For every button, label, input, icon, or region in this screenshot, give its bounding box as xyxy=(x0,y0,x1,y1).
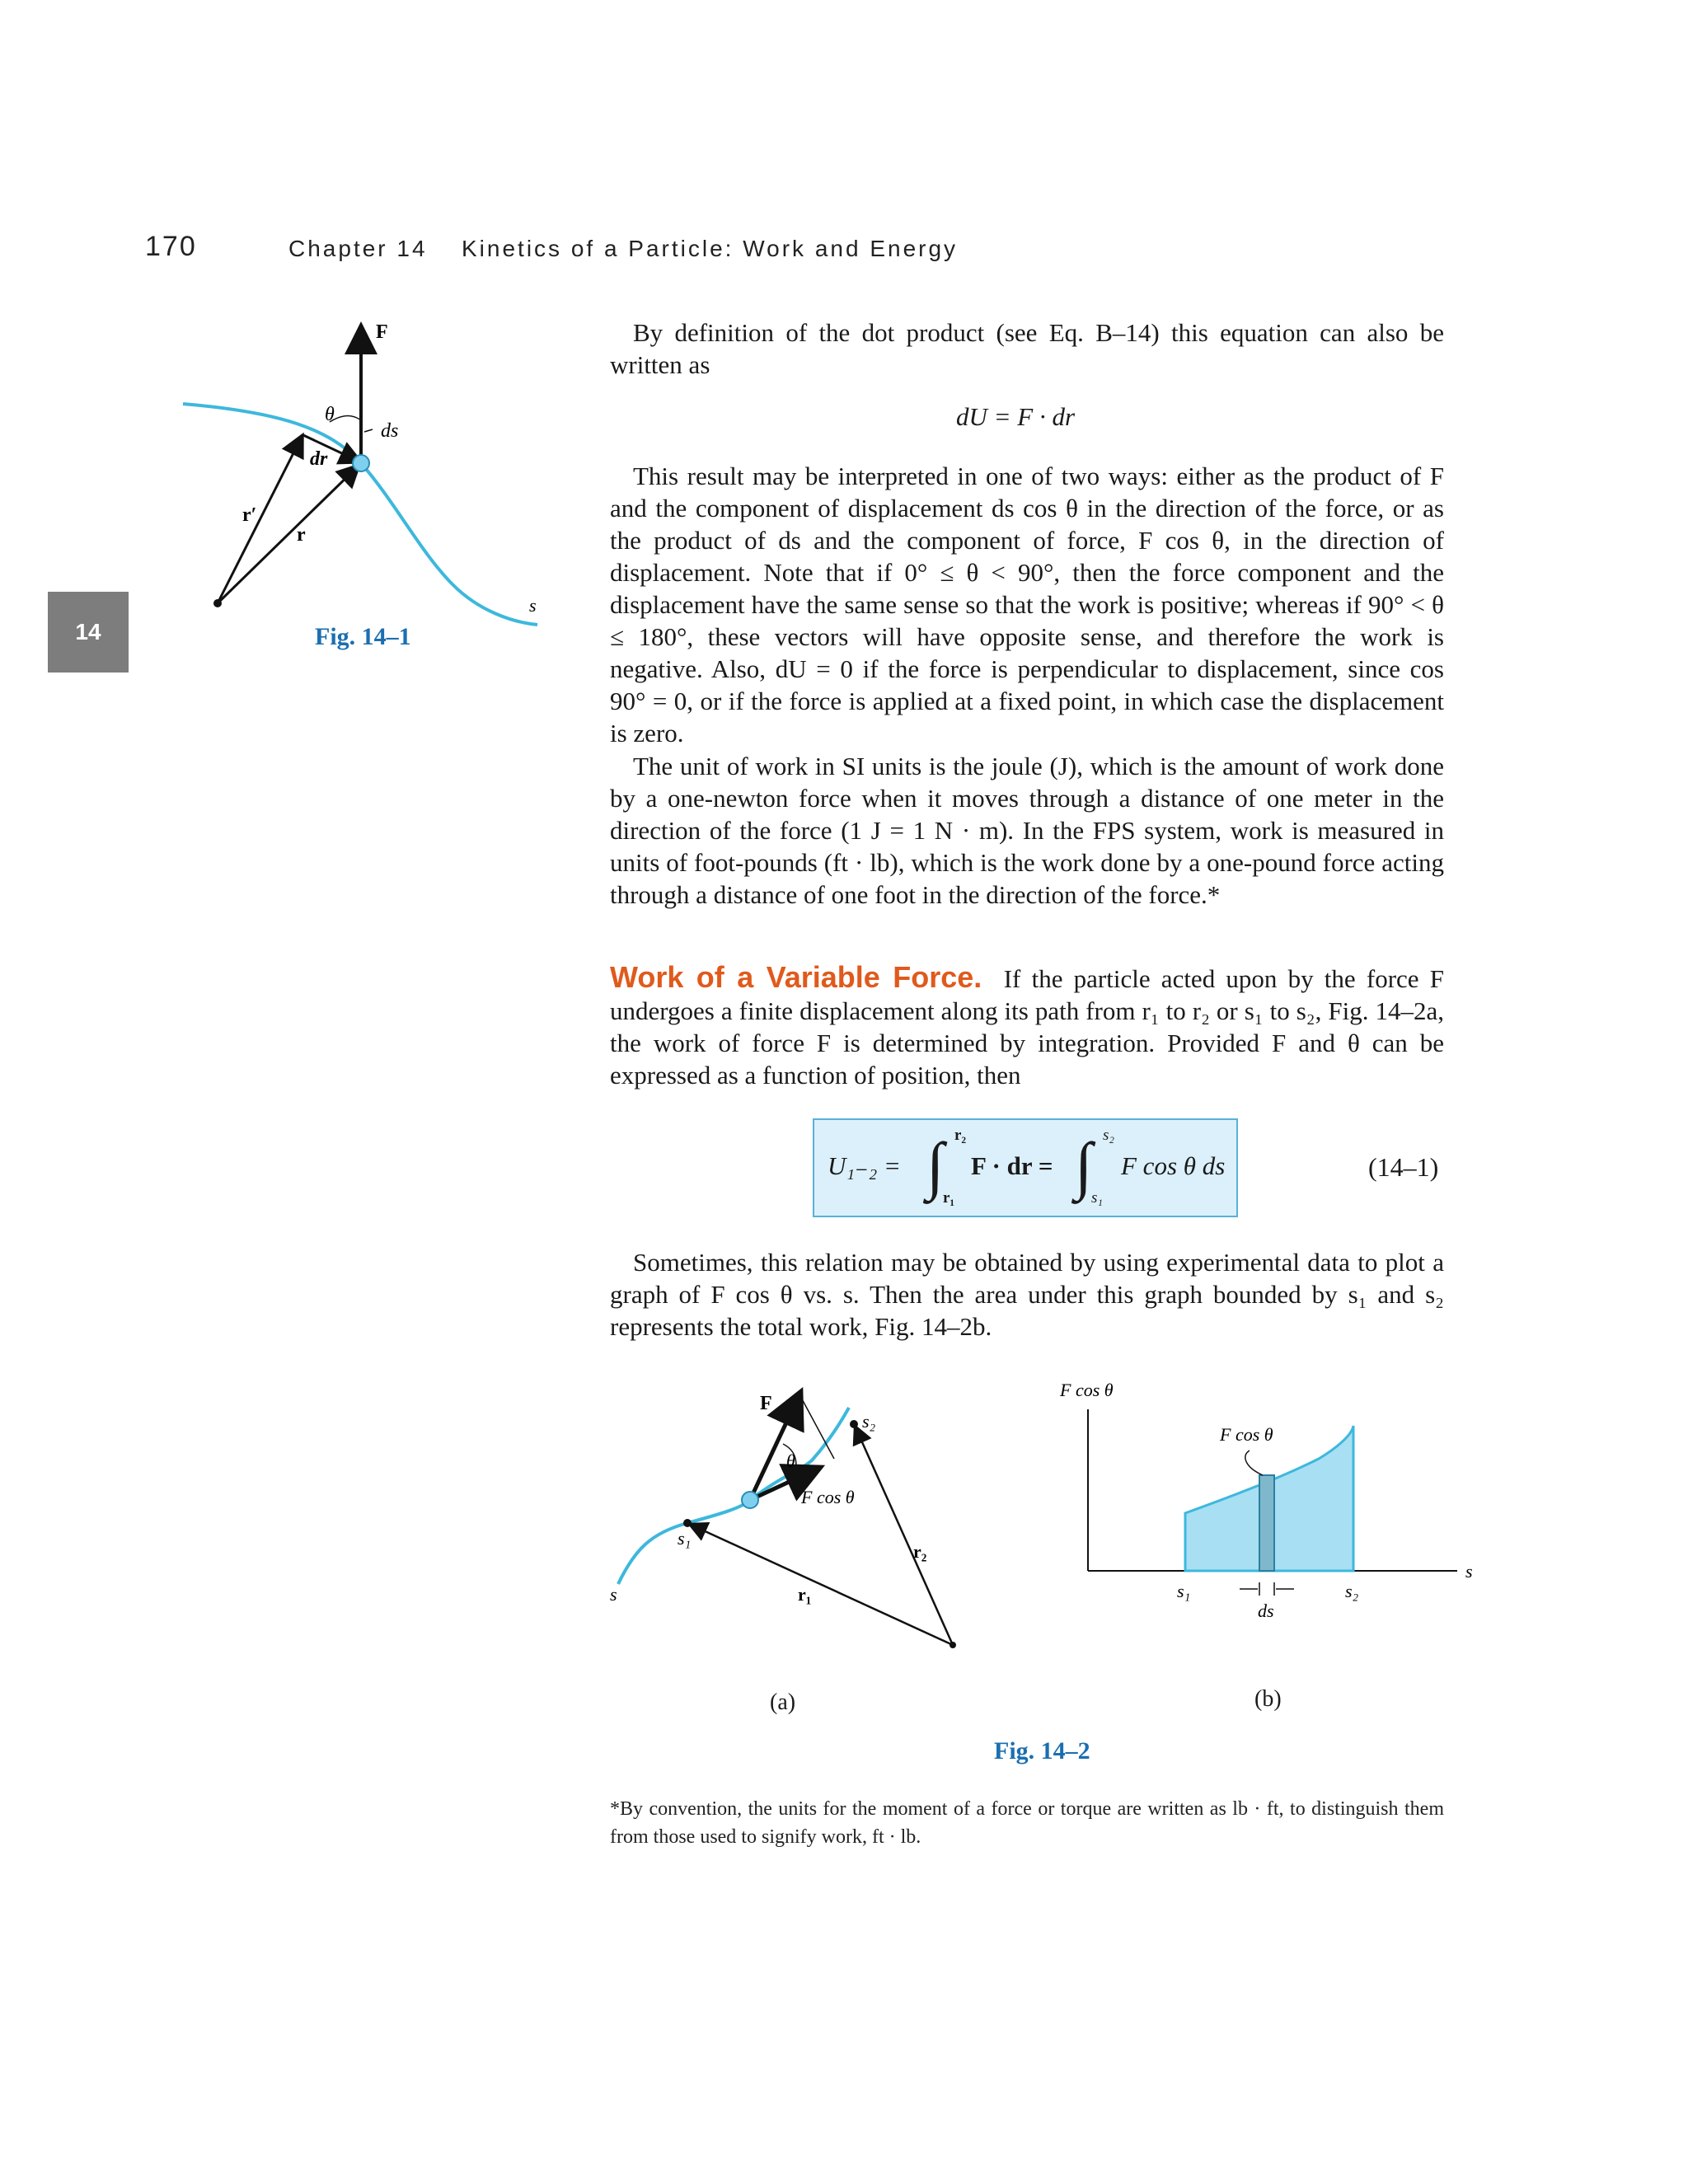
eq-upper-1: r₂ xyxy=(954,1127,967,1144)
integral-sign-1: ∫ xyxy=(926,1129,945,1201)
chapter-title: Kinetics of a Particle: Work and Energy xyxy=(462,236,959,261)
paragraph-4: Work of a Variable Force. If the particle acted upon by the force F undergoes a finite displacement along its path from r₁ to r₂ or s₁ to s₂, Fig. 14–2a, the work of force F is determined by integration. Provided F and θ can be expressed as a function of position, then xyxy=(610,960,1444,1090)
fig2a-label-s: s xyxy=(610,1584,617,1605)
paragraph-1: By definition of the dot product (see Eq. B–14) this equation can also be written as xyxy=(610,318,1444,379)
origin-point xyxy=(213,599,222,607)
eq-integrand-2: F cos θ ds xyxy=(1121,1151,1226,1180)
paragraph-2: This result may be interpreted in one of two ways: either as the product of F and the component of displacement ds cos θ in the direction of the force, or as the product of ds and the component of force, F cos θ, in the direction of displacement. Note that if 0° ≤ θ < 90°, then the force component and the displacement have the same sense so that the work is positive; whereas if 90° < θ ≤ 180°, these vectors will have opposite sense, and therefore the work is negative. Also, dU = 0 if the force is perpendicular to displacement, since cos 90° = 0, or if the force is applied at a fixed point, in which case the displacement is zero. xyxy=(610,462,1444,748)
fig1-label-theta: θ xyxy=(325,404,335,425)
eq-lower-1: r₁ xyxy=(943,1189,955,1207)
section-heading: Work of a Variable Force. xyxy=(610,960,982,994)
fig-14-2b-sublabel: (b) xyxy=(1254,1686,1282,1712)
paragraph-3: The unit of work in SI units is the joule (J), which is the amount of work done by a one-newton force when it moves through a distance of one meter in the direction of the force (1 J = 1 N · m). In the FPS system, work is measured in units of foot-pounds (ft · lb), which is the work done by a one-pound force acting through a distance of one foot in the direction of the force.* xyxy=(610,752,1444,909)
r-arrow xyxy=(218,466,358,603)
equation-14-1-box xyxy=(813,1118,1238,1217)
fig2a-label-r1: r₁ xyxy=(798,1584,812,1605)
equation-number: (14–1) xyxy=(1368,1152,1439,1182)
page-number: 170 xyxy=(145,231,197,262)
eq-upper-2: s₂ xyxy=(1103,1127,1114,1144)
paragraph-5: Sometimes, this relation may be obtained by using experimental data to plot a graph of F cos θ vs. s. Then the area under this graph bounded by s₁ and s₂ represents the total work, Fig. 14–2b. xyxy=(610,1248,1444,1341)
chapter-label: Chapter 14 xyxy=(288,236,428,261)
fig2b-label-s2: s₂ xyxy=(1345,1581,1359,1601)
fig2a-label-theta: θ xyxy=(786,1451,795,1471)
fig1-label-ds: ds xyxy=(381,420,399,442)
r2-vector xyxy=(856,1427,953,1645)
strip-ds xyxy=(1259,1475,1274,1571)
fig2b-label-s: s xyxy=(1465,1561,1473,1582)
fig2a-label-fcos: F cos θ xyxy=(801,1487,855,1507)
r-prime-arrow xyxy=(218,437,302,603)
fig-14-2a-sublabel: (a) xyxy=(770,1690,796,1715)
fig2a-label-s2: s₂ xyxy=(862,1411,876,1432)
fig2b-label-ds: ds xyxy=(1258,1601,1274,1621)
fig-14-2a-diagram xyxy=(602,1368,973,1698)
particle xyxy=(353,455,369,471)
fig1-label-r: r xyxy=(297,524,306,546)
fig1-label-F: F xyxy=(376,321,388,343)
particle-a xyxy=(742,1492,758,1508)
fig2a-label-s1: s₁ xyxy=(678,1528,692,1549)
eq-lhs: U₁₋₂ = xyxy=(828,1151,901,1180)
fig1-label-dr: dr xyxy=(310,448,328,470)
fig2b-label-s1: s₁ xyxy=(1177,1581,1191,1601)
fig2b-label-yaxis: F cos θ xyxy=(1060,1380,1114,1400)
fig1-label-s: s xyxy=(529,595,537,616)
fig2a-label-r2: r₂ xyxy=(913,1541,927,1562)
chapter-tab: 14 xyxy=(48,592,129,673)
fig2b-label-fcos: F cos θ xyxy=(1220,1424,1273,1445)
eq-integrand-1: F · dr = xyxy=(971,1151,1053,1180)
fig-14-2-caption: Fig. 14–2 xyxy=(994,1737,1090,1765)
fig-14-1-caption: Fig. 14–1 xyxy=(315,623,411,650)
fig-14-2b-graph xyxy=(1047,1376,1484,1648)
eq-lower-2: s₁ xyxy=(1091,1189,1103,1207)
equation-du: dU = F · dr xyxy=(956,402,1076,431)
fig1-label-rprime: r′ xyxy=(242,504,257,526)
integral-sign-2: ∫ xyxy=(1075,1129,1093,1201)
fig-14-1-diagram xyxy=(165,313,560,659)
fig2a-label-F: F xyxy=(760,1393,772,1414)
footnote: *By convention, the units for the moment of a force or torque are written as lb · ft, to distinguish them from those used to signify work, ft · lb. xyxy=(610,1798,1444,1848)
